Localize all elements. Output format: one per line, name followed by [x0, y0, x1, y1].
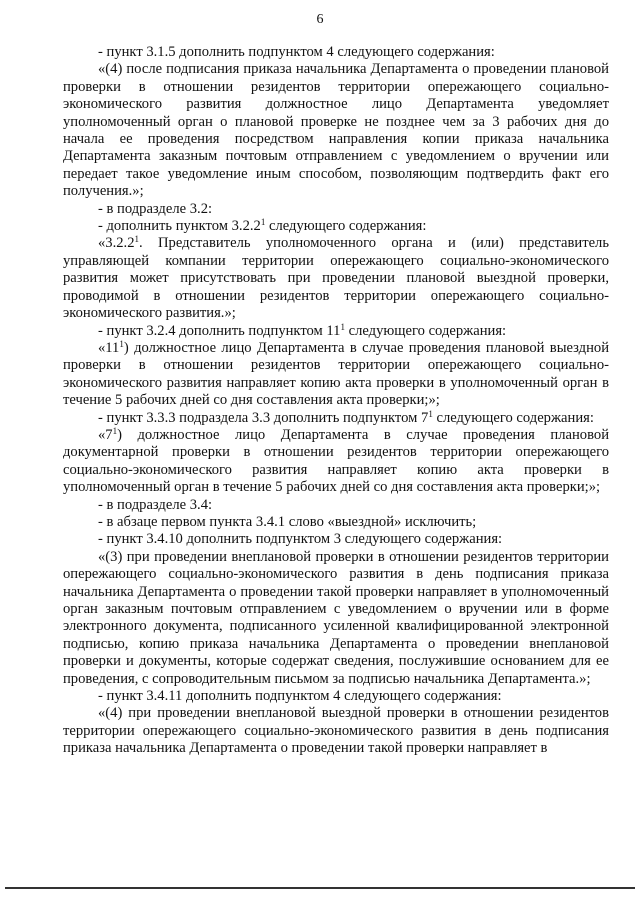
paragraph-text-end: ) должностное лицо Департамента в случае проведения плановой документарной проверки в отношении резидентов территории опережающего социально-экономического развития направляет копию акта проверки в уполномоченный орган в течение 5 рабочих дней со дня составления акта проверки;»; [63, 426, 609, 496]
paragraph-subsection-3-2: - в подразделе 3.2: [98, 200, 213, 217]
superscript-index: 1 [134, 234, 139, 245]
superscript-index: 1 [340, 321, 345, 332]
paragraph-add-3-2-2-1 [63, 218, 609, 235]
paragraph-subitem-11-1 [63, 340, 609, 410]
bottom-scan-line [5, 887, 635, 889]
paragraph-text-start: «3.2.2 [98, 235, 135, 252]
document-body [63, 44, 609, 758]
paragraph-text-end: следующего содержания: [265, 218, 427, 235]
paragraph-subitem-3-unscheduled: «(3) при проведении внеплановой проверки в отношении резидентов территории опережающего социально-экономического развития в день подписания приказа начальника Департамента о проведении такой проверки направляет в уполномоченный орган заказным почтовым отправлением с уведомлением о вручении или в форме электронного документа, подписанного усиленной квалифицированной электронной подписью, копию приказа начальника Департамента о проведении внеплановой проверки и документы, которые содержат сведения, послужившие основанием для ее проведения, с сопроводительным письмом за подписью начальника Департамента.»; [63, 548, 609, 687]
paragraph-subsection-3-4: - в подразделе 3.4: [98, 496, 213, 513]
paragraph-text-start: «11 [98, 339, 120, 356]
paragraph-amend-3-4-1: - в абзаце первом пункта 3.4.1 слово «выездной» исключить; [98, 513, 477, 530]
paragraph-text-start: - пункт 3.3.3 подраздела 3.3 дополнить подпунктом 7 [98, 409, 429, 426]
paragraph-amend-3-2-4 [63, 323, 609, 340]
paragraph-text-end: следующего содержания: [344, 322, 507, 339]
paragraph-subitem-7-1 [63, 427, 609, 497]
superscript-index: 1 [119, 338, 124, 349]
paragraph-3-2-2-1-representative [63, 235, 609, 322]
paragraph-subitem-4-unscheduled-field: «(4) при проведении внеплановой выездной проверки в отношении резидентов территории опережающего социально-экономического развития в день подписания приказа начальника Департамента о проведении такой проверки направляет в [63, 705, 609, 757]
superscript-index: 1 [260, 217, 266, 228]
paragraph-text-start: «7 [98, 426, 113, 443]
paragraph-text-end: следующего содержания: [432, 409, 594, 426]
paragraph-text-start: - дополнить пунктом 3.2.2 [98, 218, 261, 235]
paragraph-subitem-4-notification: «(4) после подписания приказа начальника Департамента о проведении плановой проверки в отношении резидентов территории опережающего социально-экономического развития должностное лицо Департамента уведомляет уполномоченный орган о плановой проверке не позднее чем за 3 рабочих дня до начала ее проведения посредством направления копии приказа начальника Департамента заказным почтовым отправлением с уведомлением о вручении или передает такое уведомление иным способом, позволяющим подтвердить факт его получения.»; [63, 61, 609, 200]
paragraph-amend-3-1-5: - пункт 3.1.5 дополнить подпунктом 4 следующего содержания: [98, 44, 495, 60]
paragraph-text-end: ) должностное лицо Департамента в случае проведения плановой выездной проверки в отношении резидентов территории опережающего социально-экономического развития направляет копию акта проверки в уполномоченный орган в течение 5 рабочих дней со дня составления акта проверки;»; [63, 339, 609, 409]
paragraph-amend-3-4-10: - пункт 3.4.10 дополнить подпунктом 3 следующего содержания: [98, 531, 503, 548]
paragraph-amend-3-4-11: - пункт 3.4.11 дополнить подпунктом 4 следующего содержания: [98, 688, 502, 705]
paragraph-amend-3-3-3 [63, 410, 609, 427]
page-number: 6 [316, 12, 324, 27]
paragraph-text-end: . Представитель уполномоченного органа и (или) представитель управляющей компании территории опережающего социально-экономического развития может присутствовать при проведении плановой выездной проверки, проводимой в отношении резидентов территории опережающего социально-экономического развития.»; [63, 235, 609, 322]
superscript-index: 1 [112, 425, 118, 436]
superscript-index: 1 [428, 408, 433, 419]
paragraph-text-start: - пункт 3.2.4 дополнить подпунктом 11 [98, 322, 341, 339]
